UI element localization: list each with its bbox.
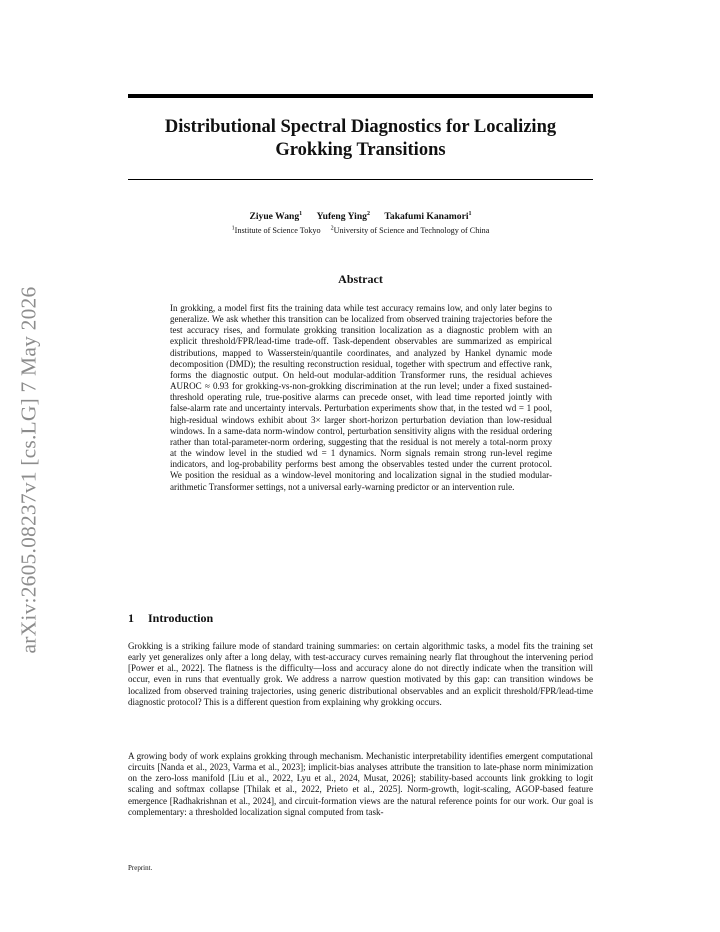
intro-paragraph-2: A growing body of work explains grokking through mechanism. Mechanistic interpretability identifies emergent computational circuits [Nanda et al., 2023, Varma et al., 2023]; implicit-bias analyses attribute the transition to late-phase norm minimization on the zero-loss manifold [Liu et al., 2022, Lyu et al., 2024, Musat, 2026]; stability-based accounts link grokking to logit scaling and softmax collapse [Thilak et al., 2022, Prieto et al., 2025]. Norm-growth, logit-scaling, AGOP-based feature emergence [Radhakrishnan et al., 2024], and circuit-formation views are the natural reference points for our work. Our goal is complementary: a thresholded localization signal computed from task-	[128, 751, 593, 817]
section-title: Introduction	[148, 611, 214, 625]
author: Yufeng Ying$^2$	[316, 210, 370, 222]
title-top-rule	[128, 94, 593, 98]
paper-title: Distributional Spectral Diagnostics for Localizing Grokking Transitions	[164, 117, 557, 160]
section-heading	[128, 611, 593, 626]
title-bottom-rule	[128, 179, 593, 180]
section-number: 1	[128, 611, 134, 625]
author: Takafumi Kanamori$^1$	[384, 210, 472, 222]
author: Ziyue Wang$^1$	[249, 210, 303, 222]
intro-paragraph-1: Grokking is a striking failure mode of standard training summaries: on certain algorithmic tasks, a model fits the training set early yet generalizes only after a long delay, with test-accuracy curves remaining nearly flat throughout the intervening period [Power et al., 2022]. The flatness is the difficulty—loss and accuracy alone do not directly indicate when the transition will occur, even in runs that eventually grok. We address a narrow question motivated by this gap: can transition windows be localized from observed training trajectories, using generic distributional observables and an explicit threshold/FPR/lead-time diagnostic protocol? This is a different question from explaining why grokking occurs.	[128, 641, 593, 707]
abstract-heading: Abstract	[338, 272, 383, 286]
affiliation-list	[128, 226, 593, 236]
footer-note: Preprint.	[128, 864, 153, 872]
affiliation: $^1$Institute of Science Tokyo	[231, 225, 321, 235]
arxiv-sidebar-stamp	[8, 260, 50, 680]
author-list	[128, 211, 593, 223]
affiliation: $^2$University of Science and Technology of China	[330, 225, 490, 235]
arxiv-id: arXiv:2605.08237v1 [cs.LG] 7 May 2026	[16, 286, 41, 654]
abstract-body: In grokking, a model first fits the training data while test accuracy remains low, and only later begins to generalize. We ask whether this transition can be localized from observed training trajectories before the test accuracy rises, and formulate grokking transition localization as a diagnostic problem with an explicit threshold/FPR/lead-time trade-off. Task-dependent observables are summarized as empirical distributions, mapped to Wasserstein/quantile coordinates, and analyzed by Hankel dynamic mode decomposition (DMD); the resulting reconstruction residual, together with spectrum and effective rank, forms the diagnostic output. On held-out modular-addition Transformer runs, the residual achieves AUROC ≈ 0.93 for grokking-vs-non-grokking discrimination at the run level; under a fixed sustained-threshold operating rule, true-positive alarms can precede onset, with lead time reported jointly with false-alarm rate and uncertainty intervals. Perturbation experiments show that, in the tested wd = 1 pool, high-residual windows exhibit about 3× larger short-horizon perturbation deviation than low-residual windows. In a same-data norm-window control, perturbation sensitivity aligns with the residual ordering rather than total-parameter-norm ordering, suggesting that the residual is not merely a total-norm proxy at the window level in the studied wd = 1 dynamics. Norm signals remain strong run-level regime indicators, and log-probability performs best among the observables tested under the current protocol. We position the residual as a window-level monitoring and localization signal in the studied modular-arithmetic Transformer settings, not a universal early-warning predictor or an intervention rule.	[170, 303, 552, 492]
